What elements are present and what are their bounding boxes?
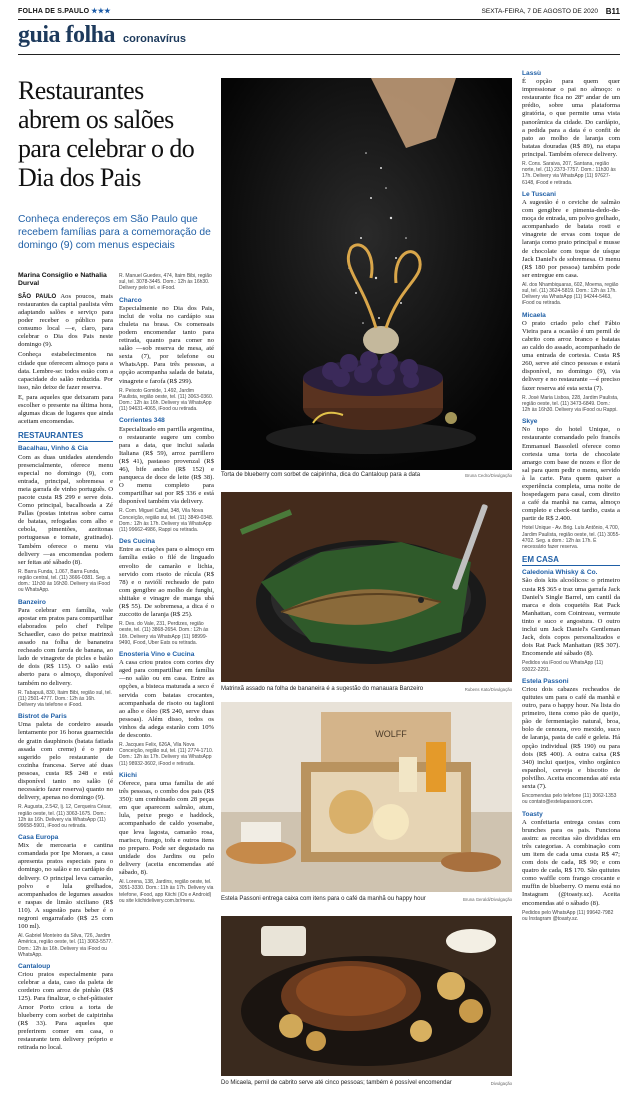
entry-info: Hotel Unique - Av. Brig. Luís Antônio, 4.700, Jardim Paulista, região oeste, tel. (11) 3055-4702. Seg. a dom.: 12h às 17h. É necessário fazer reserva. xyxy=(522,525,620,551)
photo-blueberry-tart xyxy=(221,78,512,470)
entry-name: Bistrot de Paris xyxy=(18,713,67,721)
entry-text: O prato criado pelo chef Fábio Vieira para a ocasião é um pernil de cabrito com arroz branco e batatas ao caldo do assado, acompanhado de uma entrada de cortesia. Custa R$ 260, serve até cinco pessoas e estará disponível, no domingo (9), via delivery e no restaurante —é preciso fazer reserva até esta sexta (7). xyxy=(522,319,620,392)
column-2 xyxy=(119,272,214,1112)
entry-name: Micaela xyxy=(522,311,546,319)
photo-credit: Bruna Cedro/Divulgação xyxy=(465,473,512,478)
entry-name: Casa Europa xyxy=(18,834,59,842)
dek: Conheça endereços em São Paulo que recebem famílias para a comemoração de domingo (9) com menus especiais xyxy=(18,214,211,251)
entry-name: Toasty xyxy=(522,810,543,818)
column-4 xyxy=(522,70,620,1115)
entry-name: Bacalhau, Vinho & Cia xyxy=(18,445,88,453)
photo-pernil xyxy=(221,916,512,1076)
entry-text: Com as duas unidades atendendo presencialmente, oferece menu especial no domingo (9), com entrada, principal, sobremesa e meia garrafa de vinho português. O pacote custa R$ 299 e serve dois. Como principal, bacalhoada a Zé Pallas (postas inteiras sobre cama de batatas, refogadas com alho e cebola, pimentões, azeitonas portuguesas e tomate, gratinado). Também oferece o menu via delivery —as encomendas podem ser feitas até sábado (8). xyxy=(18,453,113,566)
entry-info: Al. dos Nhambiquaras, 602, Moema, região sul, tel. (11) 3624-5819. Dom.: 12h às 17h. Delivery via WhatsApp (11) 94244-5463, iFood ou retirada. xyxy=(522,281,619,307)
intro-p3: E, para aqueles que deixaram para escolher o presente na última hora, algumas dicas de lugares que ainda aceitam encomendas. xyxy=(18,393,113,426)
entry-text: No topo do hotel Unique, o restaurante comandado pelo francês Emmanuel Bassoleil oferece como cortesia uma torta de chocolate amargo com base de nozes e flor de sal para quem pedir o menu, servido à la carte. Para quem quiser a experiência completa, uma noite de hospedagem para casal, com direito a café da manhã na cama, almoço completo e check-out tardio, custa a partir de R$ 2.400. xyxy=(522,426,620,523)
entry-name: Charco xyxy=(119,296,142,304)
entry-name: Lassù xyxy=(522,70,542,77)
entry-info: R. Com. Miguel Calfat, 348, Vila Nova Conceição, região sul, tel. (11) 3849-0348. Dom.: 12h às 17h. Delivery via WhatsApp (11) 99662-4986, Rappi ou retirada. xyxy=(119,508,214,534)
entry-name: Enosteria Vino e Cucina xyxy=(119,651,195,659)
column-1 xyxy=(18,272,113,1112)
photo-caption: Estela Passoni entrega caixa com itens para o café da manhã ou happy hour Bruna Geraldi/Divulgação xyxy=(221,896,512,902)
section-name: guia folha xyxy=(18,22,116,48)
entry-name: Banzeiro xyxy=(18,598,46,606)
heading-em-casa: EM CASA xyxy=(522,556,620,566)
entry-info: R. Tabapuã, 830, Itaim Bibi, região sul, tel. (11) 2501-4777. Dom.: 12h às 16h. Delivery via telefone e iFood. xyxy=(18,689,112,709)
entry-text: Especialmente no Dia dos Pais, inclui de volta no cardápio sua chuleta na brasa. Os comensais podem encomendar tanto para retirada, quanto para comer no salão —sob reserva de mesa, até sexta (7), por telefone ou WhatsApp. Para três pessoas, a opção acompanha salada de batata, vinagrete e farofa (R$ 299). xyxy=(119,304,214,385)
entry-info: R. Augusta, 2.542, lj. 12, Cerqueira César, região oeste, tel. (11) 3063-1675. Dom.: 12h às 16h. Delivery via WhatsApp (11) 99658-5901, iFood ou retirada. xyxy=(18,804,112,829)
section-header xyxy=(18,22,186,52)
fish-illustration xyxy=(221,492,512,682)
entry-text: Para celebrar em família, vale apostar em pratos para compartilhar elaborados pelo chef Felipe Schaedler, caso do peixe matrinxã assado na folha de bananeira recheado com farofa de banana, ao lado de vinagrete de picles e baião de dois (R$ 115). O salão está aberto para o almoço, disponível também no delivery. xyxy=(18,606,113,687)
photo-caption: Torta de blueberry com sorbet de caipirinha, dica do Cantaloup para a data Bruna Cedro/Divulgação xyxy=(221,472,512,478)
entry-name: Estela Passoni xyxy=(522,677,569,685)
entry-text: Especializado em parrilla argentina, o restaurante sugere um combo para a data, que inclui salada Italiana (R$ 59), arroz parrillero (R$ 41), pastasso provenzal (R$ 46), bife ancho (R$ 152) e panqueca de doce de leite (R$ 38). O menu completo para compartilhar sai por R$ 336 e está disponível também via delivery. xyxy=(119,425,214,506)
dateline: SÃO PAULO xyxy=(18,293,57,300)
photo-matrinxa xyxy=(221,492,512,682)
masthead xyxy=(18,6,620,20)
entry-info: Al. Lorena, 138, Jardins, região oeste, tel. 3051-3330. Dom.: 11h às 17h. Delivery via telefone, iFood, app Kiichi (iOs e Android) ou site kiichidelivery.com.br/menu. xyxy=(119,879,214,904)
entry-info: Pedidos via iFood ou WhatsApp (11) 93022-2291. xyxy=(522,660,604,673)
photo-credit: Divulgação xyxy=(490,1081,512,1086)
entry-name: Caledonia Whisky & Co. xyxy=(522,569,598,577)
pernil-illustration xyxy=(221,916,512,1076)
edition-date: SEXTA-FEIRA, 7 DE AGOSTO DE 2020 xyxy=(481,8,598,15)
entry-info: Encomendas pelo telefone (11) 3062-1353 ou contato@estelapassoni.com. xyxy=(522,793,617,806)
page-number: B11 xyxy=(605,7,620,16)
intro-p2: Conheça estabelecimentos na cidade que oferecem almoço para a data. Lembre-se: todos estão com a capacidade do salão reduzida. Por isso, não deixe de fazer reserva. xyxy=(18,351,113,391)
photo-credit: Bruna Geraldi/Divulgação xyxy=(463,897,512,902)
entry-info: R. Peixoto Gomide, 1.492, Jardim Paulista, região oeste, tel. (11) 3063-0360. Dom.: 12h às 16h. Delivery via WhatsApp (11) 94631-4065, iFood ou retirada. xyxy=(119,387,214,413)
headline: Restaurantes abrem os salões para celebrar o do Dia dos Pais xyxy=(18,76,195,192)
entry-text: Oferece, para uma família de até três pessoas, o combo dos pais (R$ 350): um combinado com 28 peças em que aparecem salmão, atum, lula, peixe prego e haddock, acompanhado de caldo yosenabe, que leva lagosta, camarão rosa, marisco, frango, tofu e outros itens no preparo. Pode ser degustado na unidade dos Jardins ou pelo delivery (aceita encomendas até sábado, 8). xyxy=(119,779,214,877)
entry-info: Al. Gabriel Monteiro da Silva, 726, Jardim América, região oeste, tel. (11) 3063-5577. Dom.: 12h às 16h. Delivery via iFood ou WhatsApp. xyxy=(18,933,113,958)
box-illustration xyxy=(221,702,512,892)
entry-info: R. José Maria Lisboa, 228, Jardim Paulista, região oeste, tel. (11) 3473-6849. Dom.: 12h às 16h30. Delivery via iFood ou Rappi. xyxy=(522,394,619,414)
section-rule xyxy=(18,54,620,55)
photo-caption: Do Micaela, pernil de cabrito serve até cinco pessoas; também é possível encomendar Divulgação xyxy=(221,1080,512,1086)
photo-breakfast-box xyxy=(221,702,512,892)
entry-text: A casa criou pratos com cortes dry aged para compartilhar em família —no salão ou em casa. Entre as opções, a bisteca maturada a seco é servida com batatas crocantes, acompanhada de risoto ou taglioni ao alho e óleo (R$ 240, serve duas pessoas). Além disso, todos os vinhos da adega estarão com 10% de desconto. xyxy=(119,659,214,739)
entry-name: Kiichi xyxy=(119,771,137,779)
brand: FOLHA DE S.PAULO ★★★ xyxy=(18,8,111,15)
entry-name: Le Tuscani xyxy=(522,190,556,198)
entry-info: R. Des. do Vale, 231, Perdizes, região oeste, tel. (11) 3868-2654. Dom.: 12h às 16h. Delivery via WhatsApp (11) 98999-9490, iFood, Uber Eats ou retirada. xyxy=(119,621,209,646)
entry-info: R. Barra Funda, 1.067, Barra Funda, região central, tel. (11) 3666-0381. Seg. a dom.: 11h30 às 16h30. Delivery via iFood ou WhatsApp. xyxy=(18,568,111,594)
entry-info: Pedidos pelo WhatsApp (11) 99642-7982 ou Instagram @toasty.sz. xyxy=(522,909,614,922)
entry-text: São dois kits alcoólicos: o primeiro custa R$ 365 e traz uma garrafa Jack Daniel's Single Barrel, um cantil da marca e dois coquetéis Rat Pack Manhattan, com Cointreau, vermute tinto e suco e angostura. O outro inclui um Jack Daniel's Gentleman Jack, dois copos personalizados e dois Rat Pack Manhattan (R$ 307). Encomende até sábado (8). xyxy=(522,577,620,658)
entry-name: Skye xyxy=(522,418,538,426)
entry-info: R. Manuel Guedes, 474, Itaim Bibi, região sul, tel. 3078-3445. Dom.: 12h às 16h30. Delivery pelo tel. e iFood. xyxy=(119,273,212,292)
entry-text: Entre as criações para o almoço em família estão o filé de linguado envolto de camarão e lichia, servido com risoto de rúcula (R$ 78) e o raviólí recheado de pato com gengibre ao molho de funghi, shiitake e vinagre de manga ubá (R$ 55). De sobremesa, a dica é o zuccotto de laranja (R$ 25). xyxy=(119,546,214,619)
entry-text: A confeitaria entrega cestas com brunches para os pais. Funciona assim: as receitas são divididas em três categorias. A combinação com um item de cada uma custa R$ 47; com dois de cada, R$ 90; e com quatro de cada, R$ 170. São quitutes como waffle com frango crocante e muffin de blueberry. O menu está no Instagram (@toasty.sz). Aceita encomendas até o sábado (8). xyxy=(522,818,620,907)
entry-info: R. Cons. Saraiva, 207, Santana, região norte, tel. (11) 2373-7757. Dom.: 11h30 às 17h. Delivery via WhatsApp (11) 97627-6148, iFood e retirada. xyxy=(522,161,616,186)
section-subtitle: coronavírus xyxy=(123,33,186,45)
entry-name: Des Cucina xyxy=(119,538,155,546)
entry-text: A sugestão é o ceviche de salmão com gengibre e pimenta-dedo-de-moça de entrada, um polvo grelhado, acompanhado de batata rosti e vinagrete de ervas com toque de laranja como prato principal e musse de chocolate com toque de uísque Jack Daniel's de sobremesa. O menu (R$ 180 por pessoa) também pode ser entregue em casa. xyxy=(522,198,620,279)
box-brand-text: WOLFF xyxy=(375,729,407,739)
entry-name: Corrientes 348 xyxy=(119,417,165,425)
byline: Marina Consiglio e Nathalia Durval xyxy=(18,272,107,288)
photo-credit: Rubens Kato/Divulgação xyxy=(464,687,512,692)
heading-restaurantes: RESTAURANTES xyxy=(18,432,113,442)
entry-text: Criou pratos especialmente para celebrar a data, caso da paleta de cordeiro com arroz de pinhão (R$ 125). Para finalizar, o chef-pâtissier Arnor Porto criou a torta de blueberry com sorbet de caipirinha (R$ 33). Para aqueles que preferirem comer em casa, o restaurante tem delivery próprio e retirada no local. xyxy=(18,971,113,1051)
entry-text: Mix de mercearia e cantina comandada por Ipe Moraes, a casa apresenta pratos especiais para o domingo, no salão e no cardápio do delivery. O principal leva camarão, polvo e lula grelhados, acompanhados de legumes assados e raspas de limão siciliano (R$ 110). A sugestão para beber é o negroni engarrafado (R$ 25 com 100 ml). xyxy=(18,842,113,931)
photo-caption: Matrinxã assado na folha de bananeira é a sugestão do manauara Banzeiro Rubens Kato/Divulgação xyxy=(221,686,512,692)
entry-text: Criou dois cabazes recheados de quitutes um para o café da manhã e outro, para o happy hour. Na lista do primeiro, itens como pão de queijo, pão de fermentação natural, broa, bolo de cenoura, ovo mexido, suco de laranja, pasta de café e geleia. Há opção individual (R$ 190) ou para dois (R$ 400). A outra caixa (R$ 340) inclui queijos, vinho orgânico espanhol, cerveja e biscoito de polvilho. Aceita encomendas até esta sexta (7). xyxy=(522,685,620,791)
entry-text: É opção para quem quer impressionar o pai no almoço: o restaurante fica no 28º andar de um prédio, sobre uma plataforma giratória, o que permite uma vista panorâmica da cidade. Do cardápio, a pedida para a data é o confit de pato ao molho de laranja com batatas douradas (R$ 89), na etapa principal. Também oferece delivery. xyxy=(522,78,620,158)
entry-name: Cantaloup xyxy=(18,963,51,971)
intro-p1: SÃO PAULO Aos poucos, mais restaurantes da capital paulista vêm adaptando salões e serviço para poder receber o público para consumo local —e, claro, para celebrar o Dia dos Pais neste domingo (9). xyxy=(18,292,113,349)
entry-info: R. Jacques Felix, 626A, Vila Nova Conceição, região sul, tel. (11) 2774-1710. Dom.: 12h às 17h. Delivery via WhatsApp (11) 98932-3602, iFood e retirada. xyxy=(119,742,214,767)
tart-illustration xyxy=(221,78,512,470)
brand-stars: ★★★ xyxy=(91,8,111,15)
entry-text: Uma paleta de cordeiro assada lentamente por 16 horas guarnecida de gratin dauphinois (batata fatiada assada com creme) é o prato sugerido pelo restaurante de cozinha francesa. Serve até duas pessoas, custa R$ 248 e está disponível tanto no salão (é necessário fazer reserva) quanto no delivery, apenas no domingo (9). xyxy=(18,721,113,802)
